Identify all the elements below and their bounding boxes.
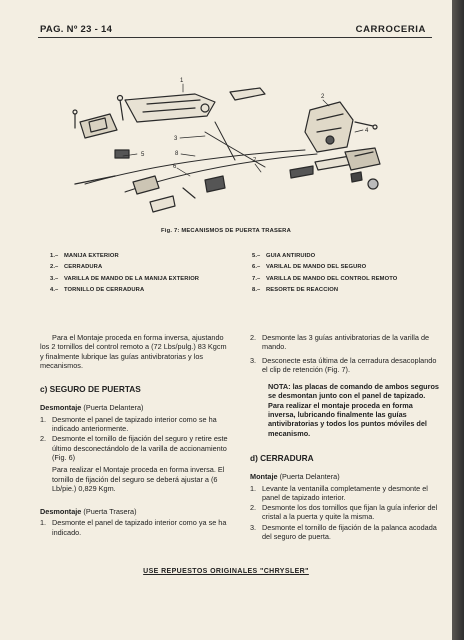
callout-4: 4 (365, 128, 369, 134)
left-column (40, 333, 230, 538)
callout-5: 5 (141, 152, 145, 158)
page-edge (452, 0, 464, 640)
callout-7: 7 (253, 158, 257, 164)
footer-notice: USE REPUESTOS ORIGINALES "CHRYSLER" (143, 568, 309, 575)
right-column (250, 333, 442, 542)
step-item: 3. Desmonte el tornillo de fijación de la palanca acodada del seguro de puerta. (250, 522, 437, 542)
figure-caption: Fig. 7: MECANISMOS DE PUERTA TRASERA (161, 228, 291, 234)
nota-paragraph: NOTA: las placas de comando de ambos seguros se desmontan junto con el panel de tapizado. Para realizar el montaje proceda en forma inversa, lubricando finalmente las guías antivibratorias y todos los puntos móviles del mecanismo. (268, 382, 439, 438)
legend-item: 2.– CERRADURA (50, 264, 103, 271)
door-mechanism-illustration (55, 72, 395, 222)
legend-item: 5.– GUIA ANTIRUIDO (252, 253, 316, 259)
step-item: 2. Desmonte los dos tornillos que fijan la guía inferior del cristal a la puerta y quite la misma. (250, 503, 438, 522)
step-item: 1. Levante la ventanilla completamente y desmonte el panel de tapizado interior. (250, 483, 428, 502)
callout-6: 6 (173, 164, 177, 170)
exterior-handle-part (125, 94, 215, 122)
step-item: 1. Desmonte el panel de tapizado interior como se ha indicado anteriormente. (40, 414, 217, 434)
subheading-desmontaje-rear: Desmontaje (Puerta Trasera) (40, 507, 137, 517)
subheading-desmontaje-front: Desmontaje (Puerta Delantera) (40, 403, 144, 413)
legend-item: 4.– TORNILLO DE CERRADURA (50, 286, 145, 293)
door-lock-part (305, 102, 377, 152)
step-item: 3. Desconecte esta última de la cerradura desacoplando el clip de retención (Fig. 7). (250, 355, 437, 374)
callout-1: 1 (180, 78, 184, 84)
page-number: PAG. Nº 23 - 14 (40, 24, 113, 35)
callout-3: 3 (174, 136, 178, 142)
legend-item: 6.– VARILAL DE MANDO DEL SEGURO (252, 264, 367, 271)
legend-item: 7.– VARILLA DE MANDO DEL CONTROL REMOTO (252, 275, 398, 282)
intro-paragraph: Para el Montaje proceda en forma inversa, ajustando los 2 tornillos del control remoto a (72 Lbs/pulg.) 83 Kgcm y finalmente lubrique las guías antivibratorias y los mecanismos. (40, 333, 227, 370)
step-item: 1. Desmonte el panel de tapizado interior como ya se ha indicado. (40, 518, 227, 537)
step-item: 2. Desmonte el tornillo de fijación del seguro y retire este último desconectándolo de la varilla de accionamiento (Fig. 6) (40, 434, 228, 462)
legend-item: 1.– MANIJA EXTERIOR (50, 253, 119, 259)
section-heading-seguro: c) SEGURO DE PUERTAS (40, 384, 141, 395)
montaje-note: Para realizar el Montaje proceda en forma inversa. El tornillo de fijación del seguro se deberá ajustar a (6 Lb/pie.) 0,829 Kgm. (52, 465, 225, 493)
callout-8: 8 (175, 151, 179, 157)
legend-left (50, 251, 199, 296)
callout-2: 2 (321, 94, 325, 100)
subheading-montaje: Montaje (Puerta Delantera) (250, 472, 340, 482)
header-rule (38, 37, 432, 38)
legend-item: 3.– VARILLA DE MANDO DE LA MANIJA EXTERIOR (50, 275, 200, 282)
section-heading-cerradura: d) CERRADURA (250, 452, 314, 463)
section-title: CARROCERIA (355, 24, 426, 35)
step-item: 2. Desmonte las 3 guías antivibratorias de la varilla de mando. (250, 333, 430, 352)
legend-item: 8.– RESORTE DE REACCION (252, 286, 339, 293)
legend-right (252, 251, 397, 296)
